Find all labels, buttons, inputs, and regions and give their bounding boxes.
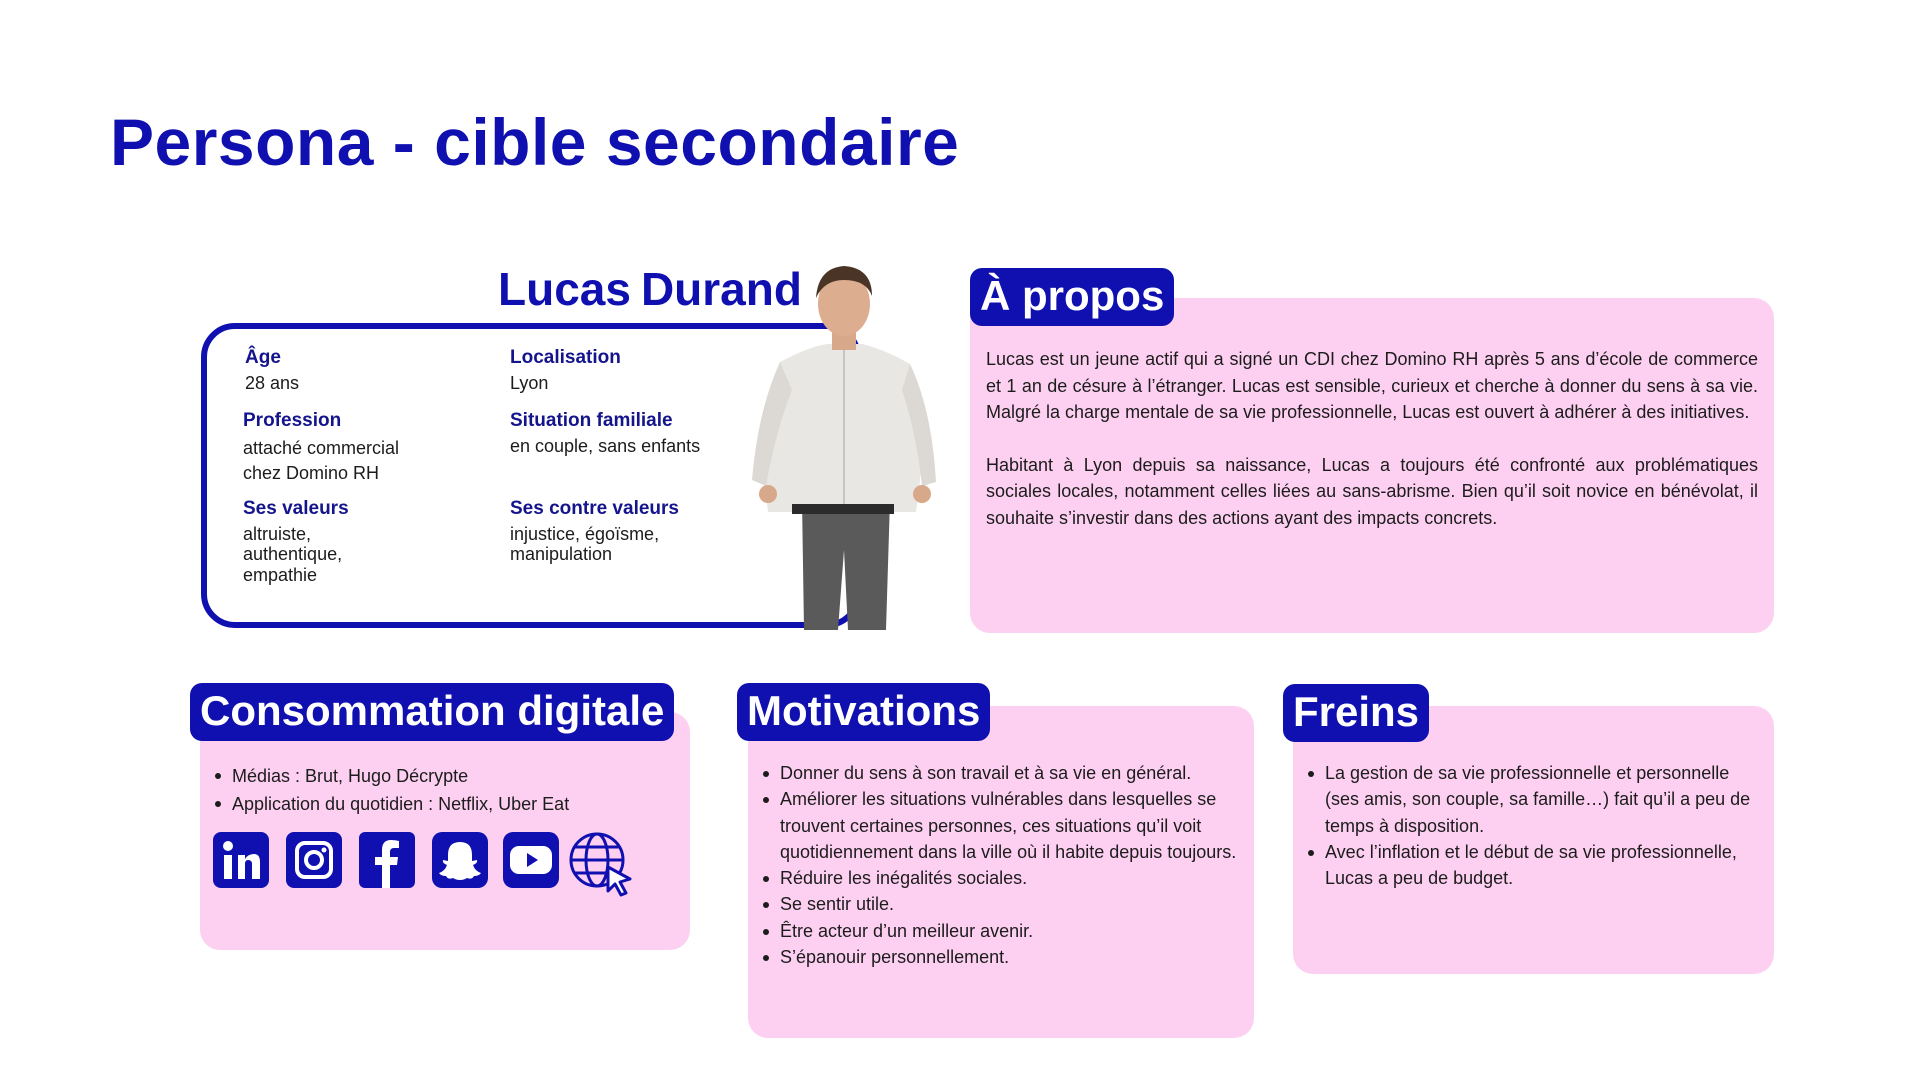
field-age-value: 28 ans (245, 372, 300, 393)
field-values-line1: altruiste, (243, 523, 312, 544)
youtube-icon (502, 831, 560, 889)
field-age (245, 347, 299, 394)
snapchat-icon (431, 831, 489, 889)
field-family-label: Situation familiale (510, 410, 673, 431)
persona-photo (740, 250, 950, 630)
about-heading: À propos (970, 268, 1174, 326)
list-item: Médias : Brut, Hugo Décrypte (212, 762, 682, 790)
field-values-line3: empathie (243, 565, 318, 586)
persona-last-name: Durand (640, 263, 802, 315)
linkedin-icon (212, 831, 270, 889)
field-values (243, 498, 349, 586)
field-location (510, 347, 621, 394)
freins-heading: Freins (1283, 684, 1429, 742)
field-location-label: Localisation (510, 347, 621, 368)
list-item: Donner du sens à son travail et à sa vie en général. (760, 760, 1238, 786)
list-item: Se sentir utile. (760, 891, 1238, 917)
about-paragraph-2: Habitant à Lyon depuis sa naissance, Lucas a toujours été confronté aux problématiques sociales locales, notamment celles liées au sans-abrisme. Bien qu’il soit novice en bénévolat, il souhaite s’investir dans des actions ayant des impacts concrets. (986, 454, 1758, 528)
persona-first-name: Lucas (498, 263, 631, 315)
list-item: Améliorer les situations vulnérables dans lesquelles se trouvent certaines personnes, ces situations qu’il voit quotidiennement dans la ville où il habite depuis toujours. (760, 786, 1238, 865)
field-counter-values-line1: injustice, égoïsme, (510, 523, 660, 544)
digital-list (212, 762, 682, 818)
field-family (510, 410, 700, 457)
motivations-list (760, 760, 1238, 970)
instagram-icon (285, 831, 343, 889)
field-counter-values-label: Ses contre valeurs (510, 498, 679, 519)
field-location-value: Lyon (510, 372, 549, 393)
list-item: Être acteur d’un meilleur avenir. (760, 918, 1238, 944)
field-values-label: Ses valeurs (243, 498, 349, 519)
list-item: La gestion de sa vie professionnelle et personnelle (ses amis, son couple, sa famille…) fait qu’il a peu de temps à disposition. (1305, 760, 1765, 839)
field-counter-values (510, 498, 679, 565)
field-values-line2: authentique, (243, 544, 343, 565)
field-counter-values-line2: manipulation (510, 544, 613, 565)
field-family-value: en couple, sans enfants (510, 435, 701, 456)
motivations-heading: Motivations (737, 683, 990, 741)
web-globe-icon (568, 831, 634, 897)
digital-heading: Consommation digitale (190, 683, 674, 741)
field-profession-value-line1: attaché commercial (243, 437, 400, 458)
field-age-label: Âge (245, 347, 281, 368)
freins-list (1305, 760, 1765, 891)
page-title: Persona - cible secondaire (110, 105, 960, 179)
list-item: S’épanouir personnellement. (760, 944, 1238, 970)
field-profession-label: Profession (243, 410, 342, 431)
about-text (986, 346, 1758, 531)
list-item: Réduire les inégalités sociales. (760, 865, 1238, 891)
field-profession-value-line2: chez Domino RH (243, 462, 380, 483)
list-item: Application du quotidien : Netflix, Uber Eat (212, 790, 682, 818)
list-item: Avec l’inflation et le début de sa vie professionnelle, Lucas a peu de budget. (1305, 839, 1765, 892)
field-profession (243, 410, 399, 486)
about-paragraph-1: Lucas est un jeune actif qui a signé un CDI chez Domino RH après 5 ans d’école de commerce et 1 an de césure à l’étranger. Lucas est sensible, curieux et cherche à donner du sens à sa vie. Malgré la charge mentale de sa vie professionnelle, Lucas est ouvert à adhérer à des initiatives. (986, 349, 1758, 422)
facebook-icon (358, 831, 416, 889)
